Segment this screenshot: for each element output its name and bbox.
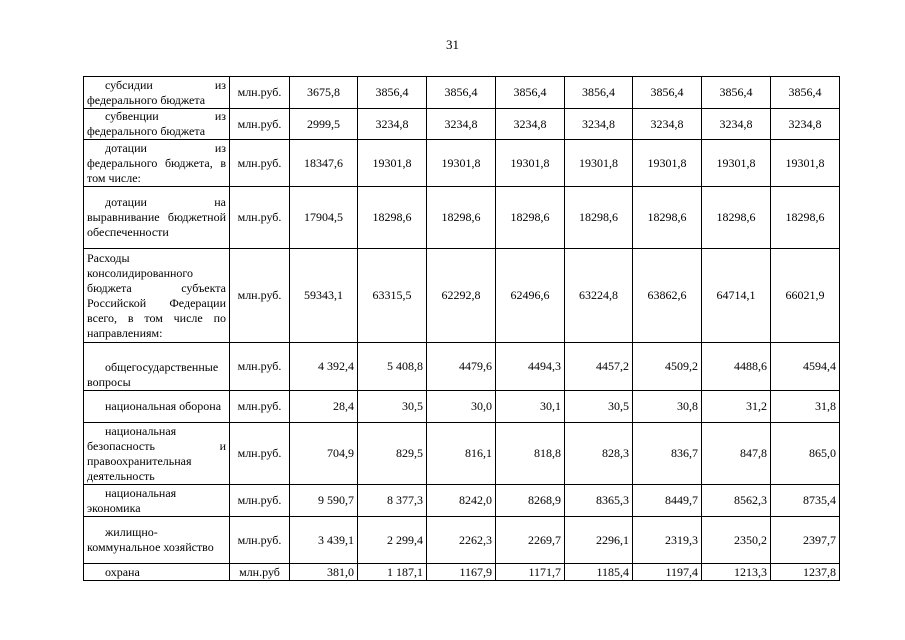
row-value: 63224,8 xyxy=(565,249,633,343)
row-value: 8735,4 xyxy=(771,485,840,517)
row-value: 1197,4 xyxy=(633,564,702,581)
row-value: 1171,7 xyxy=(496,564,565,581)
table-row xyxy=(84,391,840,423)
row-value: 4479,6 xyxy=(427,343,496,391)
row-value: 19301,8 xyxy=(358,140,427,187)
row-value: 3856,4 xyxy=(496,77,565,109)
row-value: 5 408,8 xyxy=(358,343,427,391)
row-value: 829,5 xyxy=(358,423,427,485)
table-row xyxy=(84,77,840,109)
row-value: 8242,0 xyxy=(427,485,496,517)
row-value: 30,0 xyxy=(427,391,496,423)
row-name-text: дотации из федерального бюджета, в том числе: xyxy=(87,140,226,185)
row-value: 4457,2 xyxy=(565,343,633,391)
table-row xyxy=(84,109,840,140)
row-name xyxy=(84,564,230,581)
row-value: 818,8 xyxy=(496,423,565,485)
row-value: 4594,4 xyxy=(771,343,840,391)
row-value: 2269,7 xyxy=(496,517,565,564)
row-value: 3675,8 xyxy=(290,77,358,109)
row-name xyxy=(84,140,230,187)
row-value: 816,1 xyxy=(427,423,496,485)
row-unit: млн.руб. xyxy=(230,485,290,517)
row-name xyxy=(84,517,230,564)
row-value: 8449,7 xyxy=(633,485,702,517)
row-value: 8562,3 xyxy=(702,485,771,517)
row-value: 19301,8 xyxy=(496,140,565,187)
table-row xyxy=(84,564,840,581)
row-value: 63315,5 xyxy=(358,249,427,343)
row-value: 2319,3 xyxy=(633,517,702,564)
row-name-text: общегосударственные вопросы xyxy=(87,360,219,389)
row-unit: млн.руб xyxy=(230,564,290,581)
row-name-text: субсидии из федерального бюджета xyxy=(87,77,226,107)
row-value: 8365,3 xyxy=(565,485,633,517)
row-value: 2999,5 xyxy=(290,109,358,140)
row-value: 3856,4 xyxy=(565,77,633,109)
row-value: 3856,4 xyxy=(771,77,840,109)
row-value: 19301,8 xyxy=(565,140,633,187)
page-number: 31 xyxy=(446,37,459,52)
row-value: 30,5 xyxy=(565,391,633,423)
row-value: 59343,1 xyxy=(290,249,358,343)
row-value: 18298,6 xyxy=(771,187,840,249)
row-unit: млн.руб. xyxy=(230,391,290,423)
row-value: 1167,9 xyxy=(427,564,496,581)
row-value: 1 187,1 xyxy=(358,564,427,581)
row-value: 3856,4 xyxy=(358,77,427,109)
row-value: 19301,8 xyxy=(771,140,840,187)
row-value: 66021,9 xyxy=(771,249,840,343)
row-unit: млн.руб. xyxy=(230,423,290,485)
row-value: 30,1 xyxy=(496,391,565,423)
row-name xyxy=(84,249,230,343)
row-value: 2262,3 xyxy=(427,517,496,564)
row-unit: млн.руб. xyxy=(230,77,290,109)
row-unit: млн.руб. xyxy=(230,517,290,564)
row-value: 3234,8 xyxy=(358,109,427,140)
row-name xyxy=(84,485,230,517)
budget-table xyxy=(83,76,840,581)
row-name-text: жилищно-коммунальное хозяйство xyxy=(87,525,214,554)
row-value: 1237,8 xyxy=(771,564,840,581)
row-value: 4509,2 xyxy=(633,343,702,391)
table-row xyxy=(84,423,840,485)
row-value: 30,5 xyxy=(358,391,427,423)
row-value: 704,9 xyxy=(290,423,358,485)
row-value: 3856,4 xyxy=(702,77,771,109)
row-value: 847,8 xyxy=(702,423,771,485)
row-value: 4494,3 xyxy=(496,343,565,391)
row-value: 381,0 xyxy=(290,564,358,581)
row-value: 19301,8 xyxy=(633,140,702,187)
row-value: 2350,2 xyxy=(702,517,771,564)
row-name-text: национальная экономика xyxy=(87,485,177,515)
row-value: 62292,8 xyxy=(427,249,496,343)
row-name-text: субвенции из федерального бюджета xyxy=(87,109,226,138)
row-name xyxy=(84,391,230,423)
row-value: 2296,1 xyxy=(565,517,633,564)
row-name xyxy=(84,423,230,485)
row-name-text: охрана xyxy=(105,564,140,579)
row-value: 18298,6 xyxy=(565,187,633,249)
row-value: 1213,3 xyxy=(702,564,771,581)
table-row xyxy=(84,517,840,564)
row-value: 62496,6 xyxy=(496,249,565,343)
row-value: 28,4 xyxy=(290,391,358,423)
row-value: 31,2 xyxy=(702,391,771,423)
row-value: 31,8 xyxy=(771,391,840,423)
row-value: 18298,6 xyxy=(496,187,565,249)
row-value: 1185,4 xyxy=(565,564,633,581)
row-value: 3234,8 xyxy=(771,109,840,140)
row-value: 4488,6 xyxy=(702,343,771,391)
row-value: 8 377,3 xyxy=(358,485,427,517)
row-value: 18347,6 xyxy=(290,140,358,187)
row-value: 2397,7 xyxy=(771,517,840,564)
row-value: 3234,8 xyxy=(427,109,496,140)
row-unit: млн.руб. xyxy=(230,140,290,187)
row-value: 8268,9 xyxy=(496,485,565,517)
table-row xyxy=(84,140,840,187)
row-value: 18298,6 xyxy=(702,187,771,249)
row-value: 3856,4 xyxy=(633,77,702,109)
row-name-text: национальная оборона xyxy=(105,399,222,413)
row-value: 63862,6 xyxy=(633,249,702,343)
row-unit: млн.руб. xyxy=(230,343,290,391)
row-value: 18298,6 xyxy=(633,187,702,249)
row-value: 4 392,4 xyxy=(290,343,358,391)
table-row xyxy=(84,485,840,517)
row-value: 3 439,1 xyxy=(290,517,358,564)
row-value: 18298,6 xyxy=(427,187,496,249)
row-name xyxy=(84,187,230,249)
row-name-text: дотации на выравнивание бюджетной обеспеченности xyxy=(87,195,226,239)
table-row xyxy=(84,187,840,249)
row-value: 19301,8 xyxy=(702,140,771,187)
row-value: 2 299,4 xyxy=(358,517,427,564)
row-value: 865,0 xyxy=(771,423,840,485)
row-value: 836,7 xyxy=(633,423,702,485)
table-row xyxy=(84,249,840,343)
row-value: 828,3 xyxy=(565,423,633,485)
row-value: 9 590,7 xyxy=(290,485,358,517)
row-value: 18298,6 xyxy=(358,187,427,249)
row-unit: млн.руб. xyxy=(230,249,290,343)
row-name xyxy=(84,109,230,140)
row-value: 3234,8 xyxy=(565,109,633,140)
row-name xyxy=(84,77,230,109)
row-name-text: Расходы консолидированного бюджета субъекта Российской Федерации всего, в том числе по направлениям: xyxy=(87,250,226,340)
row-unit: млн.руб. xyxy=(230,187,290,249)
row-value: 19301,8 xyxy=(427,140,496,187)
row-unit: млн.руб. xyxy=(230,109,290,140)
table-row xyxy=(84,343,840,391)
row-value: 17904,5 xyxy=(290,187,358,249)
row-name xyxy=(84,343,230,391)
row-value: 3856,4 xyxy=(427,77,496,109)
row-value: 3234,8 xyxy=(702,109,771,140)
row-value: 3234,8 xyxy=(496,109,565,140)
row-value: 30,8 xyxy=(633,391,702,423)
row-value: 3234,8 xyxy=(633,109,702,140)
row-value: 64714,1 xyxy=(702,249,771,343)
row-name-text: национальная безопасность и правоохранительная деятельность xyxy=(87,423,226,483)
